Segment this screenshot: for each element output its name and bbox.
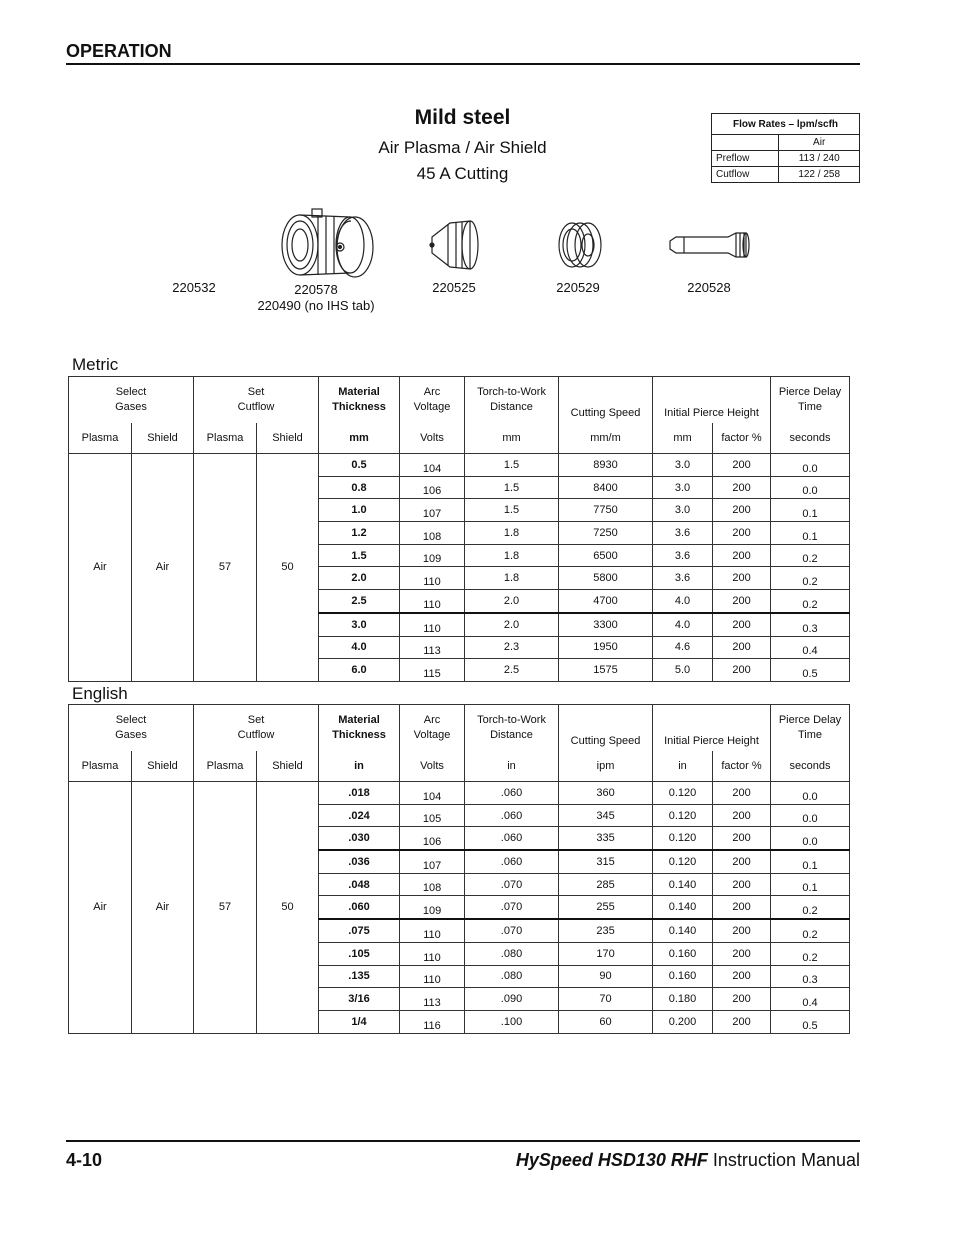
height-cell: 0.120 [653, 827, 713, 850]
delay-cell: 0.5 [771, 659, 850, 682]
thickness-cell: .018 [319, 782, 400, 805]
part-number: 220532 [172, 280, 216, 295]
speed-cell: 1575 [559, 659, 653, 682]
header-rule [66, 63, 860, 65]
voltage-cell: 110 [400, 567, 465, 590]
distance-cell: .090 [465, 988, 559, 1011]
thickness-cell: .105 [319, 942, 400, 965]
distance-text: Distance [490, 729, 533, 741]
voltage-cell: 110 [400, 942, 465, 965]
material-thickness-header [319, 705, 400, 752]
factor-cell: 200 [713, 522, 771, 545]
thickness-cell: .075 [319, 919, 400, 942]
distance-cell: 1.8 [465, 522, 559, 545]
table-row [69, 454, 850, 477]
speed-cell: 8930 [559, 454, 653, 477]
delay-cell: 0.0 [771, 782, 850, 805]
plasma-cutflow-cell: 57 [194, 454, 257, 682]
volts-unit: Volts [400, 751, 465, 782]
thickness-cell: .060 [319, 896, 400, 919]
speed-cell: 90 [559, 965, 653, 988]
distance-cell: 1.5 [465, 499, 559, 522]
speed-cell: 60 [559, 1010, 653, 1033]
factor-unit: factor % [713, 423, 771, 454]
height-cell: 3.6 [653, 567, 713, 590]
material-text: Material [338, 714, 380, 726]
arc-text: Arc [423, 386, 441, 398]
height-cell: 4.0 [653, 613, 713, 636]
table-row [69, 782, 850, 805]
factor-cell: 200 [713, 942, 771, 965]
distance-cell: 1.5 [465, 454, 559, 477]
voltage-cell: 115 [400, 659, 465, 682]
factor-cell: 200 [713, 827, 771, 850]
factor-cell: 200 [713, 988, 771, 1011]
delay-cell: 0.0 [771, 454, 850, 477]
delay-cell: 0.1 [771, 499, 850, 522]
thickness-cell: .048 [319, 873, 400, 896]
material-thickness-header [319, 377, 400, 424]
factor-cell: 200 [713, 659, 771, 682]
set-cutflow-header: Set Cutflow [194, 377, 319, 424]
height-cell: 3.6 [653, 544, 713, 567]
material-text: Material [338, 386, 380, 398]
height-cell: 3.0 [653, 454, 713, 477]
plasma-subheader: Plasma [194, 751, 257, 782]
delay-cell: 0.1 [771, 850, 850, 873]
arc-voltage-header [400, 377, 465, 424]
height-cell: 0.200 [653, 1010, 713, 1033]
current-subtitle: 45 A Cutting [416, 164, 509, 183]
factor-cell: 200 [713, 896, 771, 919]
height-cell: 4.6 [653, 636, 713, 659]
speed-cell: 315 [559, 850, 653, 873]
thickness-cell: 3.0 [319, 613, 400, 636]
cutting-speed-header: Cutting Speed [559, 705, 653, 752]
speed-cell: 235 [559, 919, 653, 942]
voltage-cell: 108 [400, 873, 465, 896]
flow-value: 113 / 240 [779, 151, 860, 167]
part-number: 220529 [556, 280, 600, 295]
delay-cell: 0.3 [771, 965, 850, 988]
speed-cell: 255 [559, 896, 653, 919]
height-cell: 3.0 [653, 499, 713, 522]
shield-subheader: Shield [257, 423, 319, 454]
select-gases-header: Select Gases [69, 377, 194, 424]
speed-cell: 170 [559, 942, 653, 965]
speed-cell: 4700 [559, 590, 653, 613]
ttw-text: Torch-to-Work [477, 386, 546, 398]
flow-label: Preflow [712, 151, 779, 167]
factor-unit: factor % [713, 751, 771, 782]
distance-cell: .070 [465, 896, 559, 919]
factor-cell: 200 [713, 613, 771, 636]
voltage-cell: 109 [400, 896, 465, 919]
speed-cell: 7750 [559, 499, 653, 522]
delay-cell: 0.4 [771, 988, 850, 1011]
iph-header: Initial Pierce Height [653, 705, 771, 752]
volts-unit: Volts [400, 423, 465, 454]
thickness-cell: 3/16 [319, 988, 400, 1011]
delay-cell: 0.3 [771, 613, 850, 636]
shield-cutflow-cell: 50 [257, 454, 319, 682]
shield-subheader: Shield [257, 751, 319, 782]
distance-cell: 2.0 [465, 590, 559, 613]
height-cell: 0.140 [653, 919, 713, 942]
product-name: HySpeed HSD130 RHF [515, 1150, 708, 1170]
height-cell: 0.120 [653, 804, 713, 827]
plasma-gas-cell: Air [69, 782, 132, 1034]
height-unit: in [653, 751, 713, 782]
delay-cell: 0.2 [771, 919, 850, 942]
speed-cell: 1950 [559, 636, 653, 659]
distance-cell: 1.8 [465, 544, 559, 567]
part-number: 220528 [687, 280, 731, 295]
voltage-cell: 108 [400, 522, 465, 545]
thickness-cell: 4.0 [319, 636, 400, 659]
time-text: Time [797, 729, 823, 741]
speed-cell: 8400 [559, 476, 653, 499]
thickness-cell: 1/4 [319, 1010, 400, 1033]
shield-gas-cell: Air [132, 782, 194, 1034]
voltage-cell: 104 [400, 782, 465, 805]
iph-header: Initial Pierce Height [653, 377, 771, 424]
voltage-cell: 113 [400, 636, 465, 659]
flow-empty-cell [712, 135, 779, 151]
thickness-cell: 0.5 [319, 454, 400, 477]
height-cell: 3.6 [653, 522, 713, 545]
retaining-cap-icon [282, 209, 364, 275]
thickness-cell: 1.5 [319, 544, 400, 567]
manual-title [516, 1150, 860, 1171]
factor-cell: 200 [713, 636, 771, 659]
speed-cell: 6500 [559, 544, 653, 567]
factor-cell: 200 [713, 590, 771, 613]
factor-cell: 200 [713, 804, 771, 827]
metric-cut-chart [68, 376, 850, 682]
delay-cell: 0.2 [771, 896, 850, 919]
pierce-delay-header [771, 377, 850, 424]
delay-cell: 0.5 [771, 1010, 850, 1033]
speed-cell: 345 [559, 804, 653, 827]
english-label: English [72, 684, 128, 703]
seconds-unit: seconds [771, 751, 850, 782]
factor-cell: 200 [713, 1010, 771, 1033]
voltage-text: Voltage [413, 401, 451, 413]
thickness-cell: 6.0 [319, 659, 400, 682]
flow-air-header: Air [779, 135, 860, 151]
height-cell: 0.160 [653, 942, 713, 965]
distance-unit: mm [465, 423, 559, 454]
delay-cell: 0.2 [771, 942, 850, 965]
distance-cell: .070 [465, 873, 559, 896]
manual-suffix: Instruction Manual [707, 1150, 860, 1170]
shield-subheader: Shield [132, 423, 194, 454]
delay-cell: 0.1 [771, 522, 850, 545]
voltage-cell: 107 [400, 499, 465, 522]
ttw-header [465, 705, 559, 752]
voltage-cell: 107 [400, 850, 465, 873]
thickness-cell: 0.8 [319, 476, 400, 499]
part-number: 220490 (no IHS tab) [257, 298, 375, 313]
speed-cell: 335 [559, 827, 653, 850]
thickness-cell: 1.2 [319, 522, 400, 545]
arc-voltage-header [400, 705, 465, 752]
height-cell: 0.120 [653, 782, 713, 805]
distance-cell: .060 [465, 782, 559, 805]
voltage-cell: 106 [400, 827, 465, 850]
distance-cell: 1.8 [465, 567, 559, 590]
flow-label: Cutflow [712, 167, 779, 183]
delay-cell: 0.4 [771, 636, 850, 659]
voltage-cell: 106 [400, 476, 465, 499]
height-cell: 0.140 [653, 873, 713, 896]
delay-cell: 0.0 [771, 827, 850, 850]
voltage-cell: 116 [400, 1010, 465, 1033]
distance-cell: 1.5 [465, 476, 559, 499]
flow-value: 122 / 258 [779, 167, 860, 183]
pierce-delay-text: Pierce Delay [778, 714, 842, 726]
voltage-cell: 110 [400, 965, 465, 988]
page-number: 4-10 [66, 1150, 103, 1170]
voltage-text: Voltage [413, 729, 451, 741]
factor-cell: 200 [713, 454, 771, 477]
height-cell: 3.0 [653, 476, 713, 499]
distance-cell: 2.5 [465, 659, 559, 682]
footer-rule [66, 1140, 860, 1142]
plasma-gas-cell: Air [69, 454, 132, 682]
english-cut-chart [68, 704, 850, 1034]
factor-cell: 200 [713, 850, 771, 873]
height-cell: 4.0 [653, 590, 713, 613]
flow-rates-table [711, 113, 860, 183]
thickness-unit: mm [319, 423, 400, 454]
flow-rates-title: Flow Rates – lpm/scfh [712, 114, 860, 135]
delay-cell: 0.2 [771, 590, 850, 613]
thickness-cell: .024 [319, 804, 400, 827]
speed-cell: 285 [559, 873, 653, 896]
shield-gas-cell: Air [132, 454, 194, 682]
pierce-delay-text: Pierce Delay [778, 386, 842, 398]
arc-text: Arc [423, 714, 441, 726]
factor-cell: 200 [713, 499, 771, 522]
cutting-speed-header: Cutting Speed [559, 377, 653, 424]
section-title: OPERATION [66, 41, 172, 61]
speed-unit: mm/m [559, 423, 653, 454]
consumables-illustration [160, 205, 780, 285]
voltage-cell: 105 [400, 804, 465, 827]
process-subtitle: Air Plasma / Air Shield [378, 138, 547, 157]
voltage-cell: 113 [400, 988, 465, 1011]
distance-cell: .080 [465, 942, 559, 965]
speed-cell: 3300 [559, 613, 653, 636]
shield-cutflow-cell: 50 [257, 782, 319, 1034]
thickness-text: Thickness [332, 401, 386, 413]
factor-cell: 200 [713, 567, 771, 590]
page-title: Mild steel [414, 106, 511, 129]
seconds-unit: seconds [771, 423, 850, 454]
speed-cell: 360 [559, 782, 653, 805]
height-unit: mm [653, 423, 713, 454]
factor-cell: 200 [713, 965, 771, 988]
factor-cell: 200 [713, 873, 771, 896]
speed-cell: 70 [559, 988, 653, 1011]
factor-cell: 200 [713, 476, 771, 499]
ttw-text: Torch-to-Work [477, 714, 546, 726]
swirl-ring-icon [559, 223, 601, 267]
delay-cell: 0.1 [771, 873, 850, 896]
thickness-cell: .030 [319, 827, 400, 850]
thickness-cell: .135 [319, 965, 400, 988]
thickness-cell: .036 [319, 850, 400, 873]
distance-cell: .060 [465, 804, 559, 827]
time-text: Time [797, 401, 823, 413]
voltage-cell: 109 [400, 544, 465, 567]
distance-cell: .060 [465, 827, 559, 850]
delay-cell: 0.2 [771, 567, 850, 590]
distance-cell: .100 [465, 1010, 559, 1033]
distance-unit: in [465, 751, 559, 782]
nozzle-icon [430, 221, 478, 269]
metric-label: Metric [72, 355, 119, 374]
thickness-unit: in [319, 751, 400, 782]
plasma-subheader: Plasma [69, 423, 132, 454]
voltage-cell: 104 [400, 454, 465, 477]
distance-cell: .070 [465, 919, 559, 942]
distance-cell: .060 [465, 850, 559, 873]
distance-cell: 2.0 [465, 613, 559, 636]
pierce-delay-header [771, 705, 850, 752]
plasma-subheader: Plasma [69, 751, 132, 782]
plasma-cutflow-cell: 57 [194, 782, 257, 1034]
set-cutflow-header: Set Cutflow [194, 705, 319, 752]
ttw-header [465, 377, 559, 424]
distance-text: Distance [490, 401, 533, 413]
speed-cell: 5800 [559, 567, 653, 590]
thickness-cell: 2.5 [319, 590, 400, 613]
select-gases-header: Select Gases [69, 705, 194, 752]
speed-unit: ipm [559, 751, 653, 782]
thickness-text: Thickness [332, 729, 386, 741]
distance-cell: 2.3 [465, 636, 559, 659]
part-number: 220578 [294, 282, 338, 297]
voltage-cell: 110 [400, 919, 465, 942]
delay-cell: 0.2 [771, 544, 850, 567]
voltage-cell: 110 [400, 590, 465, 613]
height-cell: 0.140 [653, 896, 713, 919]
plasma-subheader: Plasma [194, 423, 257, 454]
thickness-cell: 1.0 [319, 499, 400, 522]
factor-cell: 200 [713, 782, 771, 805]
voltage-cell: 110 [400, 613, 465, 636]
height-cell: 0.160 [653, 965, 713, 988]
part-number: 220525 [432, 280, 476, 295]
height-cell: 5.0 [653, 659, 713, 682]
factor-cell: 200 [713, 544, 771, 567]
distance-cell: .080 [465, 965, 559, 988]
thickness-cell: 2.0 [319, 567, 400, 590]
delay-cell: 0.0 [771, 476, 850, 499]
electrode-icon [670, 233, 749, 257]
height-cell: 0.120 [653, 850, 713, 873]
speed-cell: 7250 [559, 522, 653, 545]
delay-cell: 0.0 [771, 804, 850, 827]
factor-cell: 200 [713, 919, 771, 942]
height-cell: 0.180 [653, 988, 713, 1011]
shield-subheader: Shield [132, 751, 194, 782]
